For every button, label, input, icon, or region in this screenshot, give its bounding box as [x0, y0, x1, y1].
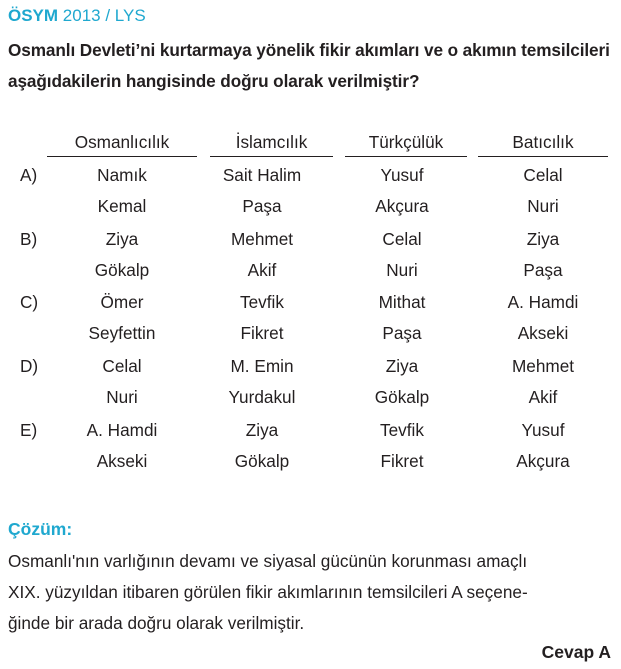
- option-letter: A): [20, 165, 38, 185]
- cell-line: Celal: [523, 165, 563, 185]
- cell-line: Nuri: [527, 195, 559, 216]
- option-a-osmanlicilik: [52, 160, 192, 221]
- cell-line: Yurdakul: [228, 386, 296, 407]
- option-e-osmanlicilik: [52, 415, 192, 476]
- cell-line: Paşa: [523, 259, 563, 280]
- option-b-baticilik: [473, 224, 613, 285]
- exam-year: 2013 / LYS: [62, 6, 146, 25]
- option-c-osmanlicilik: [52, 287, 192, 348]
- solution-text: [8, 546, 614, 639]
- cell-line: Nuri: [106, 386, 138, 407]
- cell-line: A. Hamdi: [86, 420, 158, 440]
- cell-line: Yusuf: [380, 165, 424, 185]
- cell-line: Akif: [528, 386, 558, 407]
- cell-line: Ömer: [100, 292, 144, 312]
- cell-line: Gökalp: [374, 386, 430, 407]
- cell-line: Akseki: [96, 450, 148, 471]
- option-letter: D): [20, 356, 39, 376]
- option-e-islamcilik: [192, 415, 332, 476]
- cell-line: Akçura: [375, 195, 429, 216]
- cell-line: Seyfettin: [88, 322, 156, 343]
- cell-line: Fikret: [380, 450, 424, 471]
- exam-brand: ÖSYM: [8, 6, 59, 25]
- cell-line: Akçura: [516, 450, 570, 471]
- column-header-osmanlicilik: Osmanlıcılık: [47, 128, 197, 157]
- option-d-osmanlicilik: [52, 351, 192, 412]
- cell-line: Mithat: [378, 292, 426, 312]
- cell-line: A. Hamdi: [507, 292, 579, 312]
- cell-line: Fikret: [240, 322, 284, 343]
- option-letter: E): [20, 420, 38, 440]
- option-letter: B): [20, 229, 38, 249]
- cell-line: Paşa: [382, 322, 422, 343]
- cell-line: Namık: [97, 165, 147, 185]
- cell-line: Gökalp: [234, 450, 290, 471]
- answer-label: Cevap A: [541, 642, 611, 662]
- option-letter: C): [20, 292, 39, 312]
- cell-line: Sait Halim: [222, 165, 302, 185]
- column-header-baticilik: Batıcılık: [478, 128, 608, 157]
- cell-line: Kemal: [97, 195, 147, 216]
- column-header-turkculuk: Türkçülük: [345, 128, 467, 157]
- cell-line: Akif: [247, 259, 277, 280]
- option-d-baticilik: [473, 351, 613, 412]
- cell-line: Tevfik: [240, 292, 284, 312]
- cell-line: Akseki: [517, 322, 569, 343]
- solution-title: Çözüm:: [8, 519, 73, 539]
- option-a-turkculuk: [332, 160, 472, 221]
- cell-line: Ziya: [526, 229, 560, 249]
- cell-line: M. Emin: [230, 356, 294, 376]
- exam-header: [8, 5, 146, 27]
- solution-line: Osmanlı'nın varlığının devamı ve siyasal gücünün korunması amaçlı: [8, 551, 528, 571]
- cell-line: Mehmet: [230, 229, 294, 249]
- option-a-baticilik: [473, 160, 613, 221]
- cell-line: Ziya: [105, 229, 139, 249]
- question-text: Osmanlı Devleti’ni kurtarmaya yönelik fikir akımları ve o akımın temsilcileri aşağıdakilerin hangisinde doğru olarak verilmiştir?: [8, 40, 610, 91]
- cell-line: Nuri: [386, 259, 418, 280]
- option-c-islamcilik: [192, 287, 332, 348]
- cell-line: Yusuf: [521, 420, 565, 440]
- cell-line: Ziya: [385, 356, 419, 376]
- solution-line: XIX. yüzyıldan itibaren görülen fikir akımlarının temsilcileri A seçene-: [8, 582, 528, 602]
- cell-line: Ziya: [245, 420, 279, 440]
- option-e-turkculuk: [332, 415, 472, 476]
- option-b-islamcilik: [192, 224, 332, 285]
- option-c-baticilik: [473, 287, 613, 348]
- option-d-islamcilik: [192, 351, 332, 412]
- option-b-osmanlicilik: [52, 224, 192, 285]
- cell-line: Mehmet: [511, 356, 575, 376]
- cell-line: Tevfik: [380, 420, 424, 440]
- column-header-islamcilik: İslamcılık: [210, 128, 333, 157]
- solution-line: ğinde bir arada doğru olarak verilmiştir.: [8, 613, 305, 633]
- option-a-islamcilik: [192, 160, 332, 221]
- cell-line: Celal: [102, 356, 142, 376]
- cell-line: Paşa: [242, 195, 282, 216]
- option-e-baticilik: [473, 415, 613, 476]
- cell-line: Gökalp: [94, 259, 150, 280]
- option-b-turkculuk: [332, 224, 472, 285]
- option-d-turkculuk: [332, 351, 472, 412]
- cell-line: Celal: [382, 229, 422, 249]
- option-c-turkculuk: [332, 287, 472, 348]
